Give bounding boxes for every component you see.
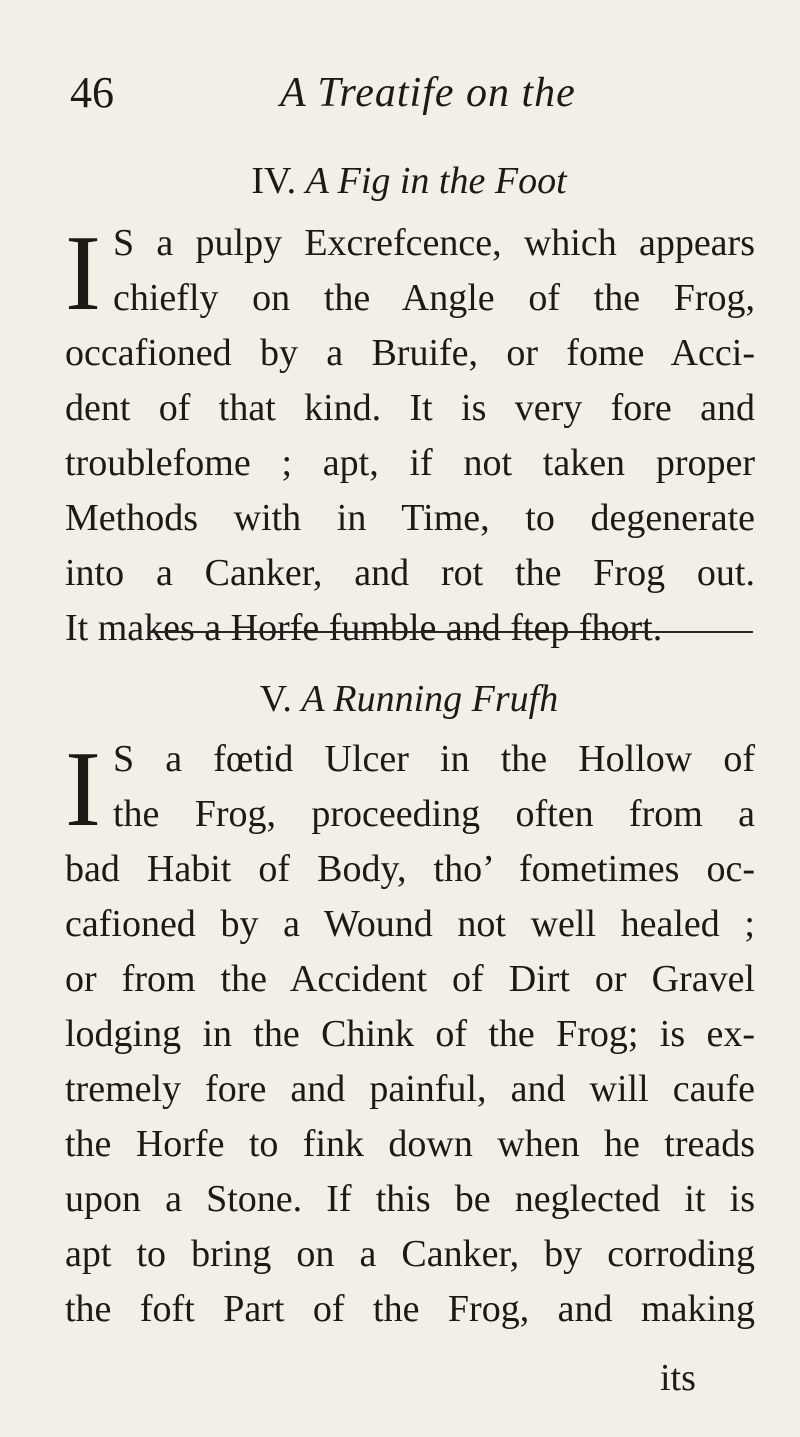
text-line: the Horfe to fink down when he treads <box>65 1123 755 1165</box>
text-line: S a fœtid Ulcer in the Hollow of <box>113 738 755 780</box>
text-line: the Frog, proceeding often from a <box>113 793 755 835</box>
text-line: dent of that kind. It is very fore and <box>65 387 755 429</box>
section-heading-v <box>0 676 800 722</box>
text-line: Methods with in Time, to degenerate <box>65 497 755 539</box>
running-head <box>70 68 750 118</box>
section-divider <box>150 631 753 633</box>
text-line: or from the Accident of Dirt or Gravel <box>65 958 755 1000</box>
section-title: A Running Frufh <box>301 678 559 720</box>
drop-cap: I <box>65 730 101 849</box>
section-title: A Fig in the Foot <box>305 160 567 202</box>
catchword: its <box>660 1357 696 1399</box>
running-title: A Treatife on the <box>280 70 576 116</box>
text-line: chiefly on the Angle of the Frog, <box>113 277 755 319</box>
section-number: IV. <box>251 160 297 202</box>
section-heading-iv <box>0 158 800 204</box>
text-line: S a pulpy Excrefcence, which appears <box>113 222 755 264</box>
section-number: V. <box>259 678 292 720</box>
text-line: bad Habit of Body, tho’ fometimes oc- <box>65 848 755 890</box>
text-line: upon a Stone. If this be neglected it is <box>65 1178 755 1220</box>
text-line: lodging in the Chink of the Frog; is ex- <box>65 1013 755 1055</box>
text-line: troublefome ; apt, if not taken proper <box>65 442 755 484</box>
text-line: the foft Part of the Frog, and making <box>65 1288 755 1330</box>
text-line: tremely fore and painful, and will caufe <box>65 1068 755 1110</box>
text-line: cafioned by a Wound not well healed ; <box>65 903 755 945</box>
text-line: It makes a Horfe fumble and ftep fhort. <box>65 607 663 649</box>
drop-cap: I <box>65 214 101 333</box>
section-body-v <box>65 732 755 1337</box>
section-body-iv <box>65 216 755 656</box>
text-line: occafioned by a Bruife, or fome Acci- <box>65 332 755 374</box>
text-line: into a Canker, and rot the Frog out. <box>65 552 755 594</box>
page-number: 46 <box>70 68 114 117</box>
text-line: apt to bring on a Canker, by corroding <box>65 1233 755 1275</box>
